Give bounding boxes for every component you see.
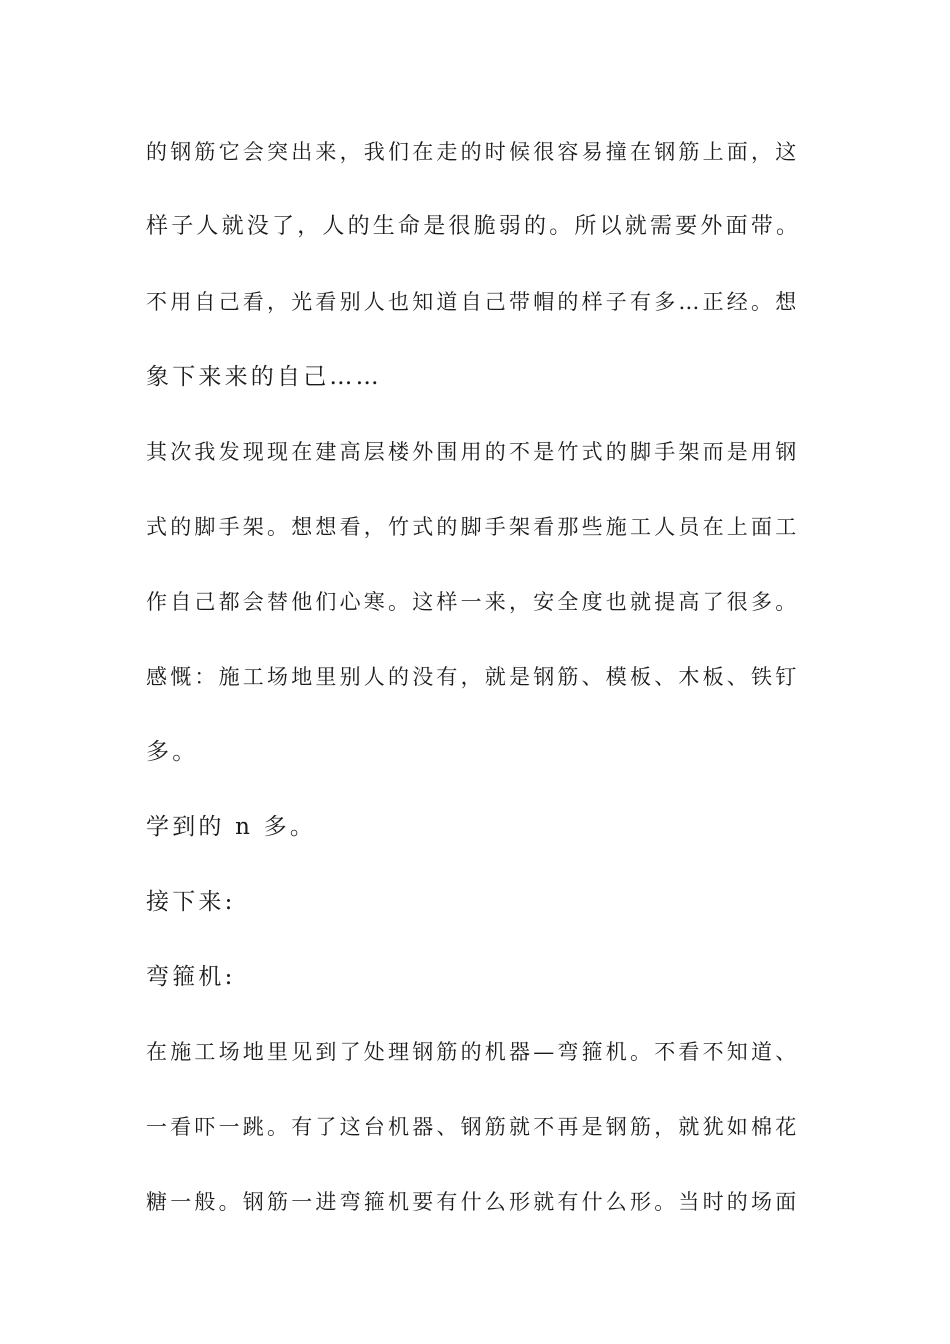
text-line: 糖一般。钢筋一进弯箍机要有什么形就有什么形。当时的场面 bbox=[146, 1190, 800, 1214]
text-line: 感慨：施工场地里别人的没有，就是钢筋、模板、木板、铁钉 bbox=[146, 665, 800, 689]
text-line: 弯箍机: bbox=[146, 964, 236, 990]
text-line: 式的脚手架。想想看，竹式的脚手架看那些施工人员在上面工 bbox=[146, 515, 800, 539]
text-line: 不用自己看，光看别人也知道自己带帽的样子有多…正经。想 bbox=[146, 290, 800, 314]
text-line: 在施工场地里见到了处理钢筋的机器—弯箍机。不看不知道、 bbox=[146, 1040, 800, 1064]
text-line: 学到的 n 多。 bbox=[146, 814, 317, 840]
text-line: 接下来: bbox=[146, 889, 236, 915]
text-line: 多。 bbox=[146, 739, 199, 765]
text-line: 作自己都会替他们心寒。这样一来，安全度也就提高了很多。 bbox=[146, 590, 800, 614]
text-line: 一看吓一跳。有了这台机器、钢筋就不再是钢筋，就犹如棉花 bbox=[146, 1115, 800, 1139]
text-line: 样子人就没了，人的生命是很脆弱的。所以就需要外面带。 bbox=[146, 214, 802, 239]
text-line: 其次我发现现在建高层楼外围用的不是竹式的脚手架而是用钢 bbox=[146, 440, 800, 464]
text-line: 的钢筋它会突出来，我们在走的时候很容易撞在钢筋上面，这 bbox=[146, 140, 800, 164]
text-line: 象下来来的自己…… bbox=[146, 364, 382, 390]
